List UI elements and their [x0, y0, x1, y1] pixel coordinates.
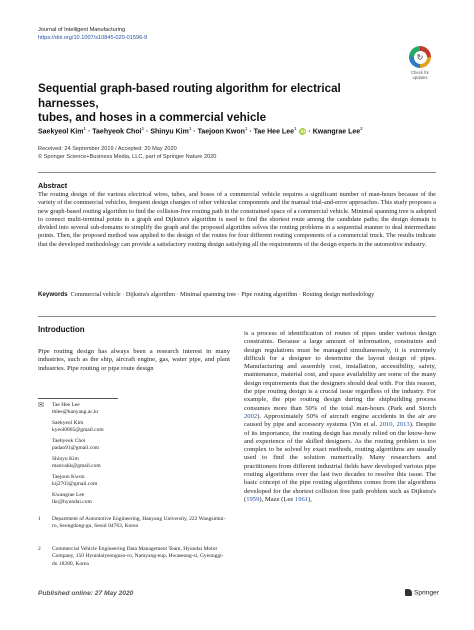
received-accepted: Received: 24 September 2019 / Accepted: 20 May 2020: [38, 146, 177, 152]
intro-text: ),: [308, 495, 312, 503]
contact-name: Saekyeol Kim: [52, 420, 84, 426]
contact-email[interactable]: lkr@hyundai.com: [52, 499, 92, 506]
corresponding-author: [52, 402, 232, 417]
contact-name: Shinyu Kim: [52, 456, 79, 462]
intro-text: ,: [392, 421, 397, 429]
check-label-line1: Check for: [411, 70, 429, 75]
contact-item: [52, 474, 232, 489]
citation-link[interactable]: 2013: [396, 421, 410, 429]
author-affil: 1: [293, 126, 297, 131]
keywords-label: Keywords: [38, 291, 68, 298]
affiliation: [38, 516, 232, 531]
author-affil: 2: [360, 126, 363, 131]
author-list: Saekyeol Kim$^1$ · Taehyeok Choi$^1$ · Shinyu Kim$^1$ · Taejoon Kwon$^1$ · Tae Hee Lee$^1$ iD · Kwangrae Lee$^2$: [38, 126, 363, 136]
contact-item: [52, 492, 232, 507]
intro-text: ). Approximately 50% of aircraft engine accidents in the air are caused by pipe and accessory systems (Yin et al.: [244, 412, 436, 429]
author-affil: 1: [83, 126, 87, 131]
footnote-divider: [38, 398, 118, 399]
orcid-icon[interactable]: iD: [300, 128, 306, 134]
title-line-1: Sequential graph-based routing algorithm for electrical harnesses,: [38, 82, 341, 110]
contact-name: Taejoon Kwon: [52, 474, 85, 480]
check-for-updates-icon: ↻: [409, 46, 431, 68]
doi-link[interactable]: https://doi.org/10.1007/s10845-020-01596-9: [38, 35, 148, 41]
affiliation-text: Department of Automotive Engineering, Hanyang University, 222 Wangsimni-ro, Seongdong-gu, Seoul 04763, Korea: [52, 516, 226, 530]
author-affil: 1: [141, 126, 145, 131]
springer-logo: [405, 589, 439, 596]
journal-name: Journal of Intelligent Manufacturing: [38, 27, 126, 33]
citation-link[interactable]: 2002: [244, 412, 258, 420]
affiliation-text: Commercial Vehicle Engineering Data Management Team, Hyundai Motor Company, 150 Hyundaiyeonguso-ro, Namyang-eup, Hwaseong-si, Gyeonggi-do 18280, Korea: [52, 546, 224, 567]
check-label-line2: updates: [412, 75, 428, 80]
divider: [38, 172, 436, 173]
intro-left-column: Pipe routing design has always been a research interest in many industries, such as the ship, aircraft engine, gas, water pipe, and plant industries. Pipe routing or pipe route design: [38, 348, 230, 372]
contact-item: [52, 438, 232, 453]
author-affil: 1: [244, 126, 248, 131]
author-affil: 1: [188, 126, 192, 131]
title-line-2: tubes, and hoses in a commercial vehicle: [38, 111, 267, 124]
contact-email[interactable]: manvakk@gmail.com: [52, 463, 101, 470]
check-for-updates-badge[interactable]: [405, 46, 435, 80]
citation-link[interactable]: 1959: [246, 495, 260, 503]
contact-email[interactable]: kij2703@gmail.com: [52, 481, 98, 488]
contact-email[interactable]: thlee@hanyang.ac.kr: [52, 409, 99, 416]
intro-text: ). Despite of its importance, the routing design has mostly relied on the know-how and experience of the skilled designers. As the routing problem is too complex to be solved by exact methods, routing algorithms are usually used to find the solution numerically. Many researchers and practitioners from different industrial fields have developed various pipe routing algorithms over the last two decades to resolve this issue. The basic concept of the pipe routing algorithms comes from the algorithms developed for the shortest collision free path problem such as Dijkstra's (: [244, 421, 436, 503]
publisher-name: Springer: [414, 589, 439, 597]
author-name[interactable]: Tae Hee Lee: [253, 128, 294, 136]
contact-item: [52, 456, 232, 471]
paper-title: [38, 82, 398, 126]
abstract-heading: Abstract: [38, 181, 68, 190]
contact-name: Kwangrae Lee: [52, 492, 85, 498]
intro-text: ), Maze (Lee: [259, 495, 295, 503]
keywords-text: Commercial vehicle · Dijkstra's algorithm · Minimal spanning tree · Pipe routing algorithm · Routing design methodology: [70, 291, 375, 298]
contact-name: Taehyeok Choi: [52, 438, 86, 444]
introduction-heading: Introduction: [38, 325, 85, 334]
affiliation-number: 1: [38, 516, 41, 522]
contact-email[interactable]: padao91@gmail.com: [52, 445, 100, 452]
author-name[interactable]: Saekyeol Kim: [38, 128, 84, 136]
envelope-icon: ✉: [38, 401, 44, 409]
journal-header: [38, 26, 147, 42]
contact-name: Tae Hee Lee: [52, 402, 80, 408]
citation-link[interactable]: 1961: [294, 495, 309, 503]
abstract-text: The routing design of the various electrical wires, tubes, and hoses of a commercial vehicle requires a significant number of man-hours because of the variety of the commercial vehicles, frequent design changes of other vehicular components and the manual trial-and-error approaches. This study proposes a new graph-based routing algorithm to find the collision-free routing path in the constrained space of a commercial vehicle. Minimal spanning tree is adopted to connect multi-terminal points in a graph and Dijkstra's algorithm is used to find the shortest route among the candidate paths; the design domain is divided into several sub-domains to simplify the graph and the proposed algorithm solves the routing problems in a sequential manner to deal intermediate points. Then, the proposed method was applied to the design of the routes for four different routing components of a commercial truck. The results indicate that the developed methodology can provide a satisfactory routing design satisfying all the requirements of the design experts in the automotive industry.: [38, 191, 436, 248]
affiliation-number: 2: [38, 546, 41, 552]
intro-text: is a process of identification of routes of pipes under various design constraints. Because a large amount of information, constraints and design regulations must be managed simultaneously, it is extremely difficult for a designer to determine the layout design of pipes. Manufacturing and assembly cost, installation, accessibility, safety, maintenance, material cost, and space availability are some of the many design requirements that the designers should deal with. For this reason, the pipe routing design is a crucial issue regardless of the industry. For example, the pipe routing design during the shipbuilding process consumes more than 50% of the total man-hours (Park and Storch: [244, 330, 436, 412]
springer-logo-icon: [405, 589, 412, 596]
published-online: Published online: 27 May 2020: [38, 590, 134, 597]
contact-item: [52, 420, 232, 435]
publication-dates: [38, 145, 216, 161]
author-name[interactable]: Kwangrae Lee: [312, 128, 361, 136]
author-name[interactable]: Shinyu Kim: [150, 128, 189, 136]
author-name[interactable]: Taehyeok Choi: [92, 128, 142, 136]
copyright: © Springer Science+Business Media, LLC, part of Springer Nature 2020: [38, 154, 217, 160]
intro-right-column: [244, 330, 436, 504]
keywords: [38, 291, 436, 299]
contact-email[interactable]: kyeol0805@gmail.com: [52, 427, 104, 434]
divider: [38, 316, 436, 317]
citation-link[interactable]: 2010: [379, 421, 393, 429]
affiliation: [38, 546, 232, 568]
author-name[interactable]: Taejoon Kwon: [197, 128, 245, 136]
